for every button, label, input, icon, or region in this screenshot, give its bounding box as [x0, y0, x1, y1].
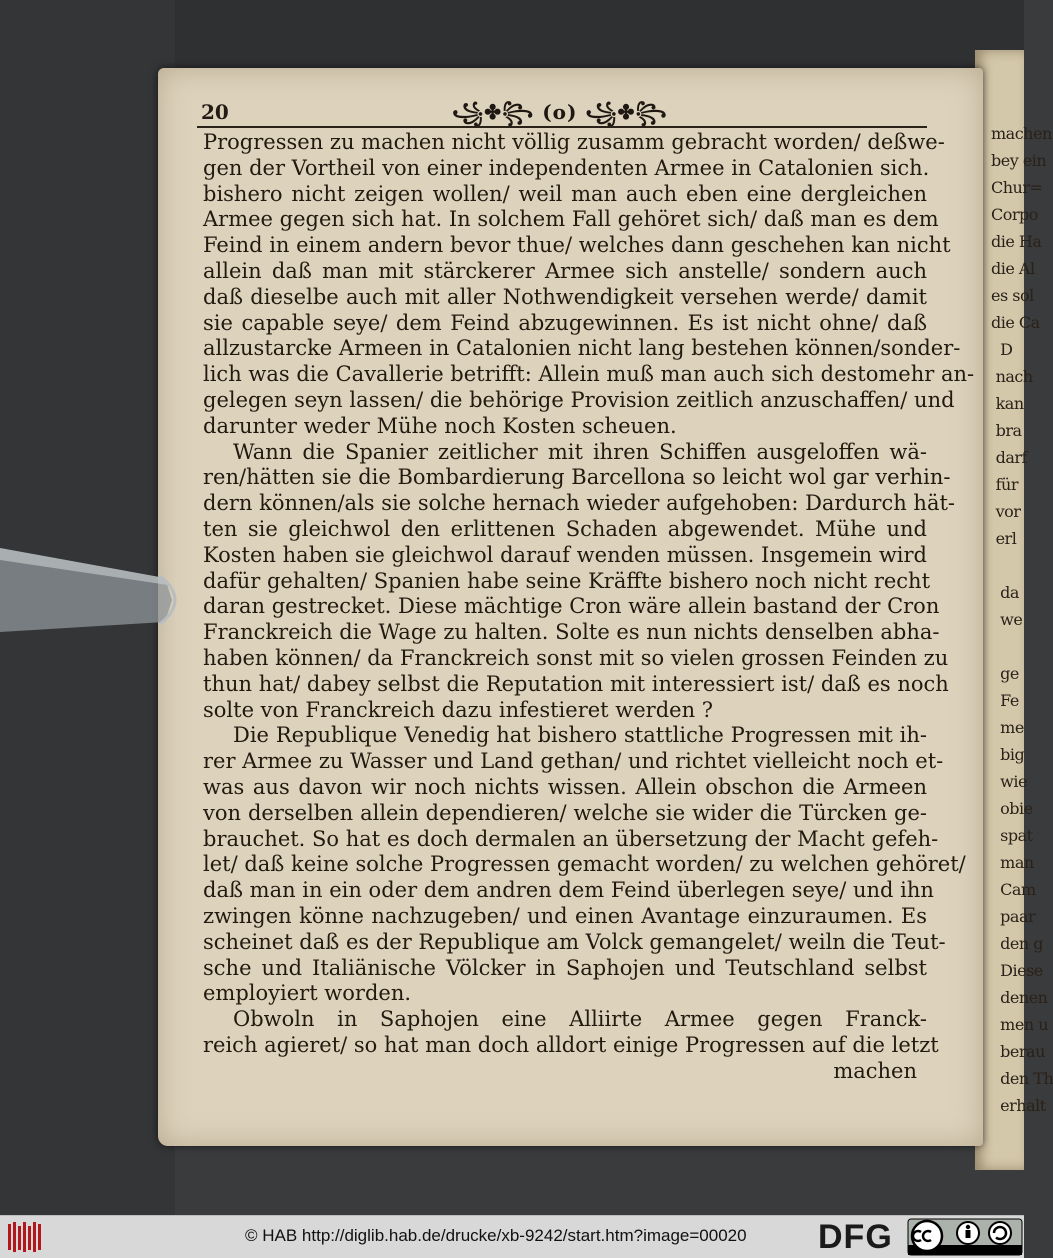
text-line: dafür gehalten/ Spanien habe seine Kräffte bishero noch nicht recht — [203, 568, 931, 593]
facing-page-text: machen bey ein Chur= Corpo die Ha die Al es sol die Ca D nach kan bra darf für vor erl da we ge Fe me big wie obie spat man Cam paar den g Diese denen men u berau den Th erhalt — [991, 124, 1053, 1115]
text-line: Obwoln in Saphojen eine Alliirte Armee gegen Franck- — [233, 1007, 927, 1032]
text-line: zwingen könne nachzugeben/ und einen Avantage einzuraumen. Es — [203, 903, 927, 928]
header-rule — [197, 126, 927, 128]
hab-logo-icon — [6, 1220, 46, 1254]
catchword: machen — [833, 1058, 917, 1083]
footer-bar — [0, 1215, 1024, 1258]
text-line: gen der Vortheil von einer independenten Armee in Catalonien sich. — [203, 155, 930, 180]
text-line: Feind in einem andern bevor thue/ welches dann geschehen kan nicht — [203, 233, 951, 258]
text-line: reich agieret/ so hat man doch alldort einige Progressen auf die letzt — [203, 1032, 939, 1057]
text-line: sche und Italiänische Völcker in Saphojen und Teutschland selbst — [203, 955, 927, 980]
paragraph-1 — [203, 130, 975, 440]
footer-copyright-link[interactable]: © HAB http://diglib.hab.de/drucke/xb-9242/start.htm?image=00020 — [245, 1226, 747, 1245]
paragraph-2 — [203, 439, 956, 724]
text-line: allzustarcke Armeen in Catalonien nicht lang bestehen können/sonder- — [203, 336, 961, 361]
text-line: von derselben allein dependieren/ welche sie wider die Türcken ge- — [203, 800, 927, 825]
header-ornament: ꧁✤꧂ (o) ꧁✤꧂ — [452, 100, 668, 124]
cc-by-sa-license-icon[interactable] — [908, 1219, 1022, 1255]
text-line: ren/hätten sie die Bombardierung Barcellona so leicht wol gar verhin- — [203, 465, 951, 490]
text-line: employiert worden. — [203, 981, 412, 1006]
text-line: daß man in ein oder dem andren dem Feind überlegen seye/ und ihn — [203, 878, 934, 903]
text-line: sie capable seye/ dem Feind abzugewinnen. Es ist nicht ohne/ daß — [203, 310, 927, 335]
text-line: lich was die Cavallerie betrifft: Allein muß man auch sich destomehr an- — [203, 362, 975, 387]
text-line: haben können/ da Franckreich sonst mit so vielen grossen Feinden zu — [203, 645, 949, 670]
text-line: darunter weder Mühe noch Kosten scheuen. — [203, 413, 677, 438]
text-line: Franckreich die Wage zu halten. Solte es nun nichts denselben abha- — [203, 620, 940, 645]
text-line: gelegen seyn lassen/ die behörige Provision zeitlich anzuschaffen/ und — [203, 387, 955, 412]
paragraph-4 — [203, 1007, 939, 1059]
text-line: thun hat/ dabey selbst die Reputation mit interessiert ist/ daß es noch — [203, 671, 949, 696]
page-body-text — [203, 130, 975, 1084]
text-line: Wann die Spanier zeitlicher mit ihren Schiffen ausgeloffen wä- — [233, 439, 927, 464]
text-line: let/ daß keine solche Progressen gemacht worden/ zu welchen gehöret/ — [203, 852, 966, 877]
text-line: daran gestrecket. Diese mächtige Cron wäre allein bastand der Cron — [203, 594, 940, 619]
text-line: Die Republique Venedig hat bishero stattliche Progressen mit ih- — [233, 723, 927, 748]
dfg-logo: DFG — [818, 1218, 893, 1256]
page-header — [197, 98, 927, 128]
text-line: daß dieselbe auch mit aller Nothwendigkeit versehen werde/ damit — [203, 284, 927, 309]
text-line: Kosten haben sie gleichwol darauf wenden müssen. Insgemein wird — [203, 542, 927, 567]
page-clip-icon — [0, 540, 190, 640]
text-line: Armee gegen sich hat. In solchem Fall gehöret sich/ daß man es dem — [203, 207, 939, 232]
page-number: 20 — [201, 100, 229, 124]
text-line: scheinet daß es der Republique am Volck gemangelet/ weiln die Teut- — [203, 929, 946, 954]
text-line: bishero nicht zeigen wollen/ weil man auch eben eine dergleichen — [203, 181, 927, 206]
text-line: solte von Franckreich dazu infestieret werden ? — [203, 697, 714, 722]
text-line: brauchet. So hat es doch dermalen an übersetzung der Macht gefeh- — [203, 826, 939, 851]
text-line: allein daß man mit stärckerer Armee sich anstelle/ sondern auch — [203, 258, 927, 283]
paragraph-3 — [203, 723, 966, 1007]
text-line: Progressen zu machen nicht völlig zusamm gebracht worden/ deßwe- — [203, 130, 945, 154]
text-line: dern können/als sie solche hernach wieder aufgehoben: Dardurch hät- — [203, 491, 956, 516]
text-line: was aus davon wir noch nichts wissen. Allein obschon die Armeen — [203, 774, 927, 799]
text-line: rer Armee zu Wasser und Land gethan/ und richtet vielleicht noch et- — [203, 749, 944, 774]
text-line: ten sie gleichwol den erlittenen Schaden abgewendet. Mühe und — [203, 516, 927, 541]
